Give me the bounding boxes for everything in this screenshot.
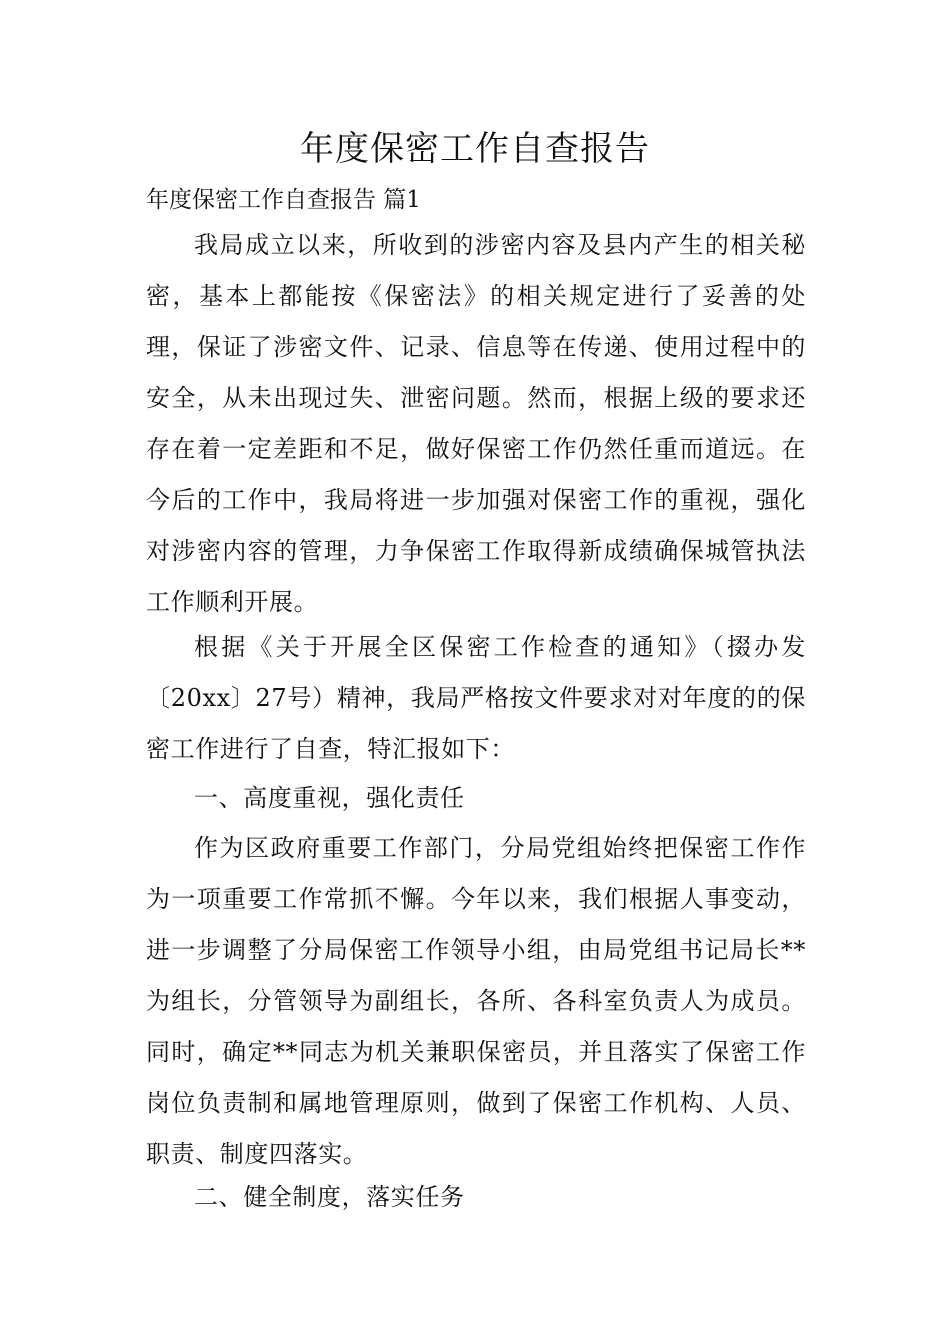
- paragraph-intro: 我局成立以来，所收到的涉密内容及县内产生的相关秘密，基本上都能按《保密法》的相关规定进行了妥善的处理，保证了涉密文件、记录、信息等在传递、使用过程中的安全，从未出现过失、泄密问题。然而，根据上级的要求还存在着一定差距和不足，做好保密工作仍然任重而道远。在今后的工作中，我局将进一步加强对保密工作的重视，强化对涉密内容的管理，力争保密工作取得新成绩确保城管执法工作顺利开展。: [146, 231, 806, 616]
- paragraph-section-1: 作为区政府重要工作部门，分局党组始终把保密工作作为一项重要工作常抓不懈。今年以来，我们根据人事变动，进一步调整了分局保密工作领导小组，由局党组书记局长**为组长，分管领导为副组长，各所、各科室负责人为成员。同时，确定**同志为机关兼职保密员，并且落实了保密工作岗位负责制和属地管理原则，做到了保密工作机构、人员、职责、制度四落实。: [146, 834, 806, 1168]
- document-subtitle: 年度保密工作自查报告 篇1: [146, 187, 421, 213]
- paragraph-notice: 根据《关于开展全区保密工作检查的通知》（掇办发〔20xx〕27号）精神，我局严格按文件要求对对年度的的保密工作进行了自查，特汇报如下：: [146, 633, 806, 763]
- section-heading-2: 二、健全制度，落实任务: [194, 1183, 465, 1211]
- document-title: 年度保密工作自查报告: [300, 129, 650, 169]
- section-heading-1: 一、高度重视，强化责任: [194, 784, 465, 812]
